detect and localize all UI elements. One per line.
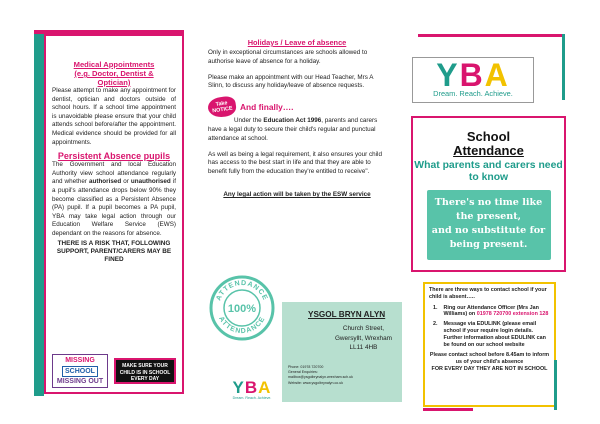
attendance-quote: There's no time like the present, and no substitute for being present.: [427, 190, 551, 260]
holiday-paragraph-1: Only in exceptional circumstances are schools allowed to authorise leave of absence for a holiday.: [208, 49, 368, 65]
fine-warning: THERE IS A RISK THAT, FOLLOWING SUPPORT, PARENT/CARERS MAY BE FINED: [56, 239, 172, 264]
legal-action-line: Any legal action will be taken by the ESW service: [223, 190, 371, 198]
bottom-teal-accent: [554, 360, 557, 410]
persistent-body: The Government and local Education Authority view school attendance regularly and whether authorised or unauthorised if a pupil's attendance drops below 90% they become classified as a Persistent Absence (PA) pupil. If a pupil becomes a PA pupil, YBA may take legal action through our Education Welfare Service (EWS) dependant on the reasons for absence.: [52, 161, 176, 237]
persistent-title: Persistent Absence pupils: [57, 151, 171, 162]
yba-small-logo: YBA Dream. Reach. Achieve.: [232, 378, 272, 400]
school-name: YSGOL BRYN ALYN: [308, 310, 386, 319]
finally-paragraph-2: As well as being a legal requirement, it also ensures your child has access to the best start in life and that they are able to benefit fully from the education they're entitled to receive".: [208, 150, 382, 176]
medical-title: Medical Appointments (e.g. Doctor, Dentist & Optician): [73, 60, 155, 87]
school-address: Church Street, Gwersyllt, Wrexham LL11 4HB: [334, 325, 392, 351]
campaign-logos: [52, 354, 176, 388]
ways-title: There are three ways to contact school if your child is absent…..: [429, 287, 547, 300]
missing-school-logo: MISSING SCHOOL MISSING OUT: [52, 354, 108, 388]
yba-tagline: Dream. Reach. Achieve.: [433, 89, 513, 98]
page-title: School Attendance: [453, 129, 524, 158]
ways-footer: Please contact school before 8.45am to inform us of your child's absence FOR EVERY DAY THEY ARE NOT IN SCHOOL: [429, 352, 550, 372]
stamp-bottom-text: ATTENDANCE: [217, 315, 267, 336]
medical-body: Please attempt to make any appointment for dentist, optician and doctors outside of school hours. If a school time appointment is unavoidable please ensure that your child attends school before/after the appointment. Medical evidence should be provided for all appointments.: [52, 87, 176, 146]
list-item: 2. Message via EDULINK (please email school if your require login details. Further information about EDULINK can be found on our school website: [433, 321, 546, 348]
holiday-paragraph-2: Please make an appointment with our Head Teacher, Mrs A Slinn, to discuss any holiday/leave of absence requests.: [208, 73, 374, 90]
stamp-top-text: ATTENDANCE: [215, 279, 269, 302]
school-website: Website: www.ysgolbrynalyn.co.uk: [288, 380, 344, 385]
holiday-title: Holidays / Leave of absence: [247, 38, 347, 47]
right-pink-accent: [418, 34, 564, 37]
make-sure-logo: MAKE SURE YOUR CHILD IS IN SCHOOL EVERY DAY: [114, 358, 176, 384]
right-teal-accent: [562, 34, 565, 100]
middle-panel: [208, 38, 386, 198]
left-panel: [44, 34, 184, 394]
left-teal-accent: [34, 30, 44, 396]
bottom-pink-accent: [423, 408, 473, 411]
finally-paragraph-1: Under the Education Act 1996, parents and carers have a legal duty to secure their child's regular and punctual attendance at school.: [208, 117, 378, 142]
finally-heading-row: [208, 97, 386, 117]
attendance-title-box: [411, 116, 566, 272]
take-notice-icon: Take NOTICE: [207, 95, 238, 119]
contact-ways-box: [423, 282, 556, 407]
stamp-percent: 100%: [227, 303, 257, 315]
ways-list: [429, 305, 550, 349]
page-subtitle: What parents and carers need to know: [414, 160, 563, 183]
school-address-box: [282, 302, 402, 402]
attendance-stamp-icon: [209, 275, 275, 341]
school-contact: Phone: 01978 720700 General Enquiries: mailbox@ysgolbrynalyn.wrexham.sch.uk Website: www.ysgolbrynalyn.co.uk: [288, 365, 353, 385]
finally-title: And finally….: [240, 102, 294, 113]
yba-logo: YBA Dream. Reach. Achieve.: [412, 57, 534, 103]
school-email: mailbox@ysgolbrynalyn.wrexham.sch.uk: [288, 375, 353, 380]
list-item: 1. Ring our Attendance Officer (Mrs Jan Williams) on 01978 720700 extension 128: [433, 304, 549, 318]
